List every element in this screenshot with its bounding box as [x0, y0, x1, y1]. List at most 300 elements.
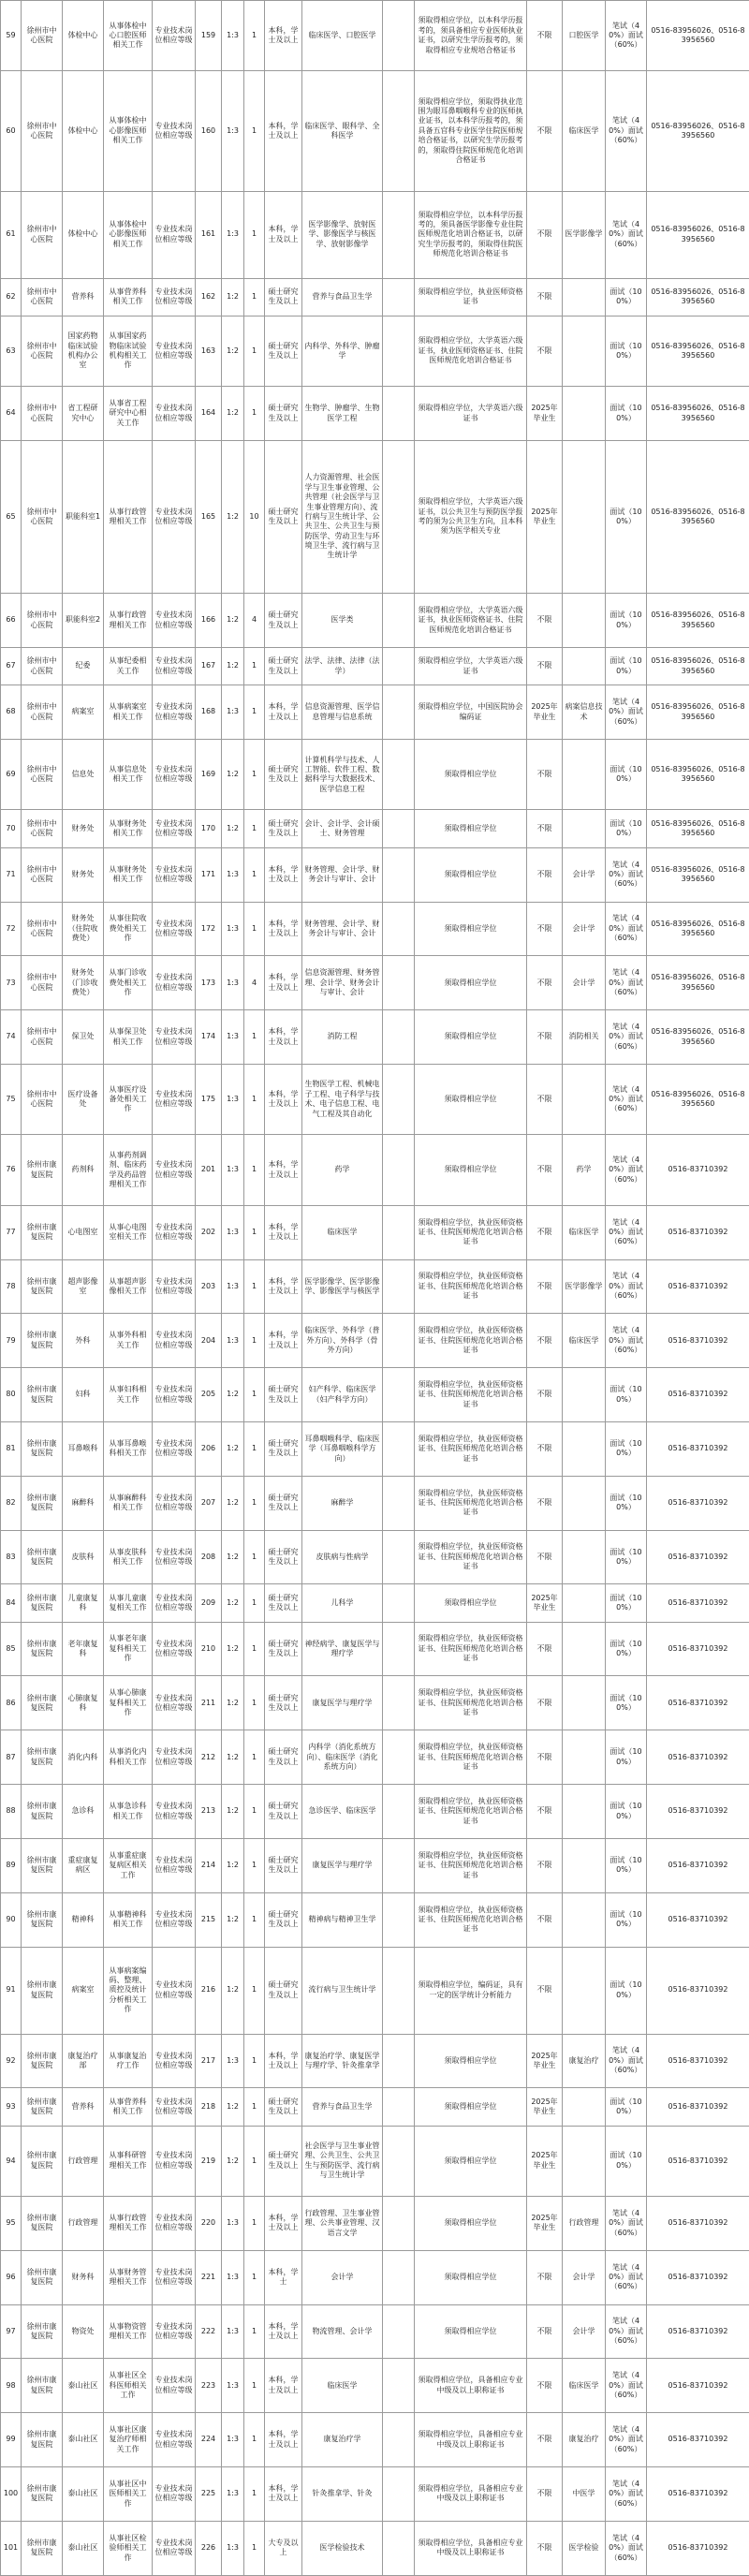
job-duty: 从事消化内科相关工作 — [104, 1730, 153, 1785]
other-conditions: 须取得相应学位，大学英语六级证书，执业医师资格证书、住院医师规范化培训合格证书 — [415, 594, 527, 648]
row-number: 87 — [1, 1730, 22, 1785]
hire-count: 1 — [244, 1368, 265, 1422]
post-type: 专业技术岗位相应等级 — [153, 685, 196, 740]
department: 妇科 — [63, 1368, 104, 1422]
exam-method: 面试（100%） — [606, 1838, 647, 1892]
table-row — [1, 1, 749, 71]
employer-name: 徐州市康复医院 — [22, 2304, 63, 2359]
requirement — [383, 440, 415, 593]
requirement — [383, 191, 415, 278]
employer-name: 徐州市中心医院 — [22, 740, 63, 810]
exam-subject: 临床医学 — [563, 1205, 606, 1259]
exam-ratio: 1:3 — [222, 2413, 244, 2467]
exam-method: 面试（100%） — [606, 1422, 647, 1477]
post-type: 专业技术岗位相应等级 — [153, 956, 196, 1010]
exam-method: 笔试（40%）面试（60%） — [606, 902, 647, 956]
major: 内科学（消化系统方向）、临床医学（消化系统方向） — [302, 1730, 383, 1785]
post-type: 专业技术岗位相应等级 — [153, 1368, 196, 1422]
department: 财务处（门诊收费处） — [63, 956, 104, 1010]
department: 泰山社区 — [63, 2521, 104, 2575]
employer-name: 徐州市康复医院 — [22, 1892, 63, 1947]
major: 人力资源管理、社会医学与卫生事业管理、公共管理（社会医学与卫生事业管理方向）、流行病与卫生统计学、公共卫生、公共卫生与预防医学、劳动卫生与环境卫生学、流行病与卫生统计学 — [302, 440, 383, 593]
contact-phone: 0516-83710392 — [647, 1476, 749, 1530]
hire-count: 4 — [244, 956, 265, 1010]
applicant-category: 不限 — [527, 278, 563, 316]
education: 硕士研究生及以上 — [265, 1476, 302, 1530]
exam-subject — [563, 1785, 606, 1839]
requirement — [383, 1064, 415, 1134]
applicant-category: 不限 — [527, 1314, 563, 1368]
post-code: 164 — [196, 387, 222, 441]
education: 本科，学士及以上 — [265, 1135, 302, 1205]
job-duty: 从事行政管理相关工作 — [104, 2196, 153, 2250]
exam-subject: 口腔医学 — [563, 1, 606, 71]
exam-subject — [563, 1530, 606, 1584]
post-type: 专业技术岗位相应等级 — [153, 1947, 196, 2034]
other-conditions: 须取得相应学位，中国医院协会编码证 — [415, 685, 527, 740]
table-row — [1, 1368, 749, 1422]
department: 财务科 — [63, 2250, 104, 2304]
job-duty: 从事国家药物临床试验机构相关工作 — [104, 316, 153, 386]
exam-method: 面试（100%） — [606, 440, 647, 593]
employer-name: 徐州市康复医院 — [22, 2196, 63, 2250]
exam-ratio: 1:3 — [222, 685, 244, 740]
table-row — [1, 2034, 749, 2088]
requirement — [383, 2521, 415, 2575]
contact-phone: 0516-83710392 — [647, 1530, 749, 1584]
major: 临床医学、外科学（普外方向）、外科学（骨外方向） — [302, 1314, 383, 1368]
job-duty: 从事病案室相关工作 — [104, 685, 153, 740]
major: 康复医学与理疗学 — [302, 1676, 383, 1730]
post-code: 210 — [196, 1622, 222, 1676]
exam-ratio: 1:3 — [222, 1, 244, 71]
post-code: 203 — [196, 1259, 222, 1314]
major: 急诊医学、临床医学 — [302, 1785, 383, 1839]
post-code: 213 — [196, 1785, 222, 1839]
other-conditions: 须取得相应学位，执业医师资格证书、住院医师规范化培训合格证书 — [415, 1422, 527, 1477]
hire-count: 1 — [244, 1947, 265, 2034]
post-code: 162 — [196, 278, 222, 316]
exam-subject — [563, 1064, 606, 1134]
education: 硕士研究生及以上 — [265, 440, 302, 593]
exam-ratio: 1:2 — [222, 1476, 244, 1530]
contact-phone: 0516-83956026、0516-83956560 — [647, 1010, 749, 1065]
exam-ratio: 1:2 — [222, 594, 244, 648]
applicant-category: 不限 — [527, 594, 563, 648]
applicant-category: 不限 — [527, 1785, 563, 1839]
department: 行政管理 — [63, 2126, 104, 2196]
requirement — [383, 594, 415, 648]
contact-phone: 0516-83956026、0516-83956560 — [647, 685, 749, 740]
exam-ratio: 1:3 — [222, 2196, 244, 2250]
employer-name: 徐州市康复医院 — [22, 2467, 63, 2522]
post-type: 专业技术岗位相应等级 — [153, 902, 196, 956]
hire-count: 1 — [244, 1785, 265, 1839]
applicant-category: 不限 — [527, 2413, 563, 2467]
exam-subject: 医学影像学 — [563, 191, 606, 278]
applicant-category: 2025年毕业生 — [527, 440, 563, 593]
applicant-category: 不限 — [527, 956, 563, 1010]
employer-name: 徐州市中心医院 — [22, 648, 63, 685]
exam-subject: 医学检验 — [563, 2521, 606, 2575]
contact-phone: 0516-83710392 — [647, 2034, 749, 2088]
education: 硕士研究生及以上 — [265, 278, 302, 316]
hire-count: 1 — [244, 2413, 265, 2467]
exam-method: 面试（100%） — [606, 810, 647, 847]
post-code: 201 — [196, 1135, 222, 1205]
job-duty: 从事门诊收费处相关工作 — [104, 956, 153, 1010]
hire-count: 1 — [244, 685, 265, 740]
other-conditions: 须取得相应学位 — [415, 2088, 527, 2126]
post-code: 171 — [196, 847, 222, 902]
post-code: 223 — [196, 2359, 222, 2413]
exam-method: 笔试（40%）面试（60%） — [606, 2413, 647, 2467]
post-type: 专业技术岗位相应等级 — [153, 1064, 196, 1134]
job-duty: 从事儿童康复相关工作 — [104, 1584, 153, 1622]
education: 硕士研究生及以上 — [265, 648, 302, 685]
exam-subject — [563, 316, 606, 386]
exam-subject: 会计学 — [563, 2250, 606, 2304]
exam-method: 笔试（40%）面试（60%） — [606, 2521, 647, 2575]
post-type: 专业技术岗位相应等级 — [153, 2413, 196, 2467]
table-row — [1, 810, 749, 847]
department: 老年康复科 — [63, 1622, 104, 1676]
job-duty: 从事麻醉科相关工作 — [104, 1476, 153, 1530]
row-number: 100 — [1, 2467, 22, 2522]
department: 泰山社区 — [63, 2467, 104, 2522]
employer-name: 徐州市康复医院 — [22, 1422, 63, 1477]
department: 保卫处 — [63, 1010, 104, 1065]
employer-name: 徐州市中心医院 — [22, 1064, 63, 1134]
department: 物资处 — [63, 2304, 104, 2359]
other-conditions: 须取得相应学位 — [415, 810, 527, 847]
exam-subject — [563, 1838, 606, 1892]
post-code: 208 — [196, 1530, 222, 1584]
exam-ratio: 1:3 — [222, 2250, 244, 2304]
department: 精神科 — [63, 1892, 104, 1947]
education: 硕士研究生及以上 — [265, 2088, 302, 2126]
department: 麻醉科 — [63, 1476, 104, 1530]
exam-ratio: 1:3 — [222, 2359, 244, 2413]
education: 硕士研究生及以上 — [265, 1730, 302, 1785]
requirement — [383, 1584, 415, 1622]
job-duty: 从事心肺康复科相关工作 — [104, 1676, 153, 1730]
post-code: 170 — [196, 810, 222, 847]
requirement — [383, 2304, 415, 2359]
exam-subject: 临床医学 — [563, 2359, 606, 2413]
exam-subject — [563, 440, 606, 593]
exam-method: 面试（100%） — [606, 316, 647, 386]
contact-phone: 0516-83710392 — [647, 2413, 749, 2467]
contact-phone: 0516-83710392 — [647, 2196, 749, 2250]
table-row — [1, 902, 749, 956]
exam-subject: 康复治疗 — [563, 2413, 606, 2467]
job-duty: 从事省工程研究中心相关工作 — [104, 387, 153, 441]
job-duty: 从事妇科相关工作 — [104, 1368, 153, 1422]
employer-name: 徐州市康复医院 — [22, 1730, 63, 1785]
table-row — [1, 2413, 749, 2467]
post-code: 205 — [196, 1368, 222, 1422]
job-duty: 从事精神科相关工作 — [104, 1892, 153, 1947]
contact-phone: 0516-83956026、0516-83956560 — [647, 71, 749, 191]
employer-name: 徐州市康复医院 — [22, 1205, 63, 1259]
exam-subject: 消防相关 — [563, 1010, 606, 1065]
applicant-category: 不限 — [527, 71, 563, 191]
applicant-category: 不限 — [527, 2521, 563, 2575]
requirement — [383, 1785, 415, 1839]
post-code: 161 — [196, 191, 222, 278]
job-duty: 从事急诊科相关工作 — [104, 1785, 153, 1839]
exam-ratio: 1:2 — [222, 316, 244, 386]
employer-name: 徐州市中心医院 — [22, 956, 63, 1010]
applicant-category: 不限 — [527, 1892, 563, 1947]
table-row — [1, 2467, 749, 2522]
employer-name: 徐州市康复医院 — [22, 2034, 63, 2088]
exam-ratio: 1:2 — [222, 1676, 244, 1730]
applicant-category: 不限 — [527, 1064, 563, 1134]
table-row — [1, 71, 749, 191]
table-row — [1, 1476, 749, 1530]
row-number: 81 — [1, 1422, 22, 1477]
department: 行政管理 — [63, 2196, 104, 2250]
department: 体检中心 — [63, 1, 104, 71]
table-row — [1, 1838, 749, 1892]
other-conditions: 须取得相应学位，大学英语六级证书 — [415, 387, 527, 441]
education: 硕士研究生及以上 — [265, 387, 302, 441]
row-number: 80 — [1, 1368, 22, 1422]
post-code: 211 — [196, 1676, 222, 1730]
row-number: 61 — [1, 191, 22, 278]
post-type: 专业技术岗位相应等级 — [153, 440, 196, 593]
hire-count: 1 — [244, 648, 265, 685]
table-row — [1, 316, 749, 386]
hire-count: 1 — [244, 2304, 265, 2359]
exam-method: 笔试（40%）面试（60%） — [606, 685, 647, 740]
other-conditions: 须取得相应学位 — [415, 2250, 527, 2304]
major: 临床医学 — [302, 2359, 383, 2413]
job-duty: 从事皮肤科相关工作 — [104, 1530, 153, 1584]
major: 医学影像学、医学影像学、影像医学与核医学 — [302, 1259, 383, 1314]
row-number: 59 — [1, 1, 22, 71]
applicant-category: 不限 — [527, 1135, 563, 1205]
department: 体检中心 — [63, 71, 104, 191]
job-duty: 从事科研管理相关工作 — [104, 2126, 153, 2196]
education: 硕士研究生及以上 — [265, 1838, 302, 1892]
table-row — [1, 2196, 749, 2250]
table-row — [1, 1314, 749, 1368]
education: 硕士研究生及以上 — [265, 1584, 302, 1622]
requirement — [383, 685, 415, 740]
other-conditions: 须取得相应学位，执业医师资格证书、住院医师规范化培训合格证书 — [415, 1676, 527, 1730]
requirement — [383, 2250, 415, 2304]
contact-phone: 0516-83710392 — [647, 2126, 749, 2196]
post-type: 专业技术岗位相应等级 — [153, 1622, 196, 1676]
employer-name: 徐州市中心医院 — [22, 1010, 63, 1065]
requirement — [383, 1622, 415, 1676]
other-conditions: 须取得相应学位，大学英语六级证书，以公共卫生与预防医学报考的须为公共卫生方向，且本科须为医学相关专业 — [415, 440, 527, 593]
exam-subject — [563, 1730, 606, 1785]
exam-subject — [563, 1368, 606, 1422]
row-number: 83 — [1, 1530, 22, 1584]
exam-ratio: 1:3 — [222, 1314, 244, 1368]
table-row — [1, 2088, 749, 2126]
table-row — [1, 740, 749, 810]
other-conditions: 须取得相应学位，执业医师资格证书、住院医师规范化培训合格证书 — [415, 1476, 527, 1530]
job-duty: 从事行政管理相关工作 — [104, 594, 153, 648]
post-code: 159 — [196, 1, 222, 71]
exam-ratio: 1:3 — [222, 1259, 244, 1314]
employer-name: 徐州市康复医院 — [22, 1476, 63, 1530]
exam-method: 面试（100%） — [606, 1892, 647, 1947]
requirement — [383, 1314, 415, 1368]
department: 病案室 — [63, 685, 104, 740]
hire-count: 1 — [244, 1, 265, 71]
contact-phone: 0516-83956026、0516-83956560 — [647, 847, 749, 902]
education: 本科，学士及以上 — [265, 1259, 302, 1314]
post-type: 专业技术岗位相应等级 — [153, 316, 196, 386]
contact-phone: 0516-83710392 — [647, 1368, 749, 1422]
department: 泰山社区 — [63, 2413, 104, 2467]
contact-phone: 0516-83710392 — [647, 1135, 749, 1205]
exam-subject: 中医学 — [563, 2467, 606, 2522]
employer-name: 徐州市中心医院 — [22, 191, 63, 278]
major: 医学影像学、放射医学、影像医学与核医学、放射影像学 — [302, 191, 383, 278]
post-code: 218 — [196, 2088, 222, 2126]
other-conditions: 须取得相应学位，执业医师资格证书、住院医师规范化培训合格证书 — [415, 1368, 527, 1422]
post-type: 专业技术岗位相应等级 — [153, 594, 196, 648]
job-duty: 从事信息处相关工作 — [104, 740, 153, 810]
exam-subject — [563, 1676, 606, 1730]
post-type: 专业技术岗位相应等级 — [153, 1785, 196, 1839]
requirement — [383, 2413, 415, 2467]
table-row — [1, 2521, 749, 2575]
department: 耳鼻喉科 — [63, 1422, 104, 1477]
other-conditions: 须取得相应学位，执业医师资格证书、住院医师规范化培训合格证书 — [415, 1622, 527, 1676]
table-row — [1, 2250, 749, 2304]
major: 临床医学、口腔医学 — [302, 1, 383, 71]
employer-name: 徐州市康复医院 — [22, 1314, 63, 1368]
exam-ratio: 1:3 — [222, 1010, 244, 1065]
hire-count: 10 — [244, 440, 265, 593]
exam-ratio: 1:2 — [222, 1838, 244, 1892]
row-number: 78 — [1, 1259, 22, 1314]
hire-count: 1 — [244, 2250, 265, 2304]
exam-subject — [563, 2126, 606, 2196]
row-number: 95 — [1, 2196, 22, 2250]
post-code: 173 — [196, 956, 222, 1010]
exam-method: 笔试（40%）面试（60%） — [606, 956, 647, 1010]
requirement — [383, 1838, 415, 1892]
hire-count: 1 — [244, 1530, 265, 1584]
other-conditions: 须取得相应学位，执业医师资格证书、住院医师规范化培训合格证书 — [415, 1785, 527, 1839]
exam-subject: 临床医学 — [563, 1314, 606, 1368]
exam-method: 面试（100%） — [606, 1730, 647, 1785]
major: 神经病学、康复医学与理疗学 — [302, 1622, 383, 1676]
post-code: 209 — [196, 1584, 222, 1622]
department: 信息处 — [63, 740, 104, 810]
job-duty: 从事社区检验师相关工作 — [104, 2521, 153, 2575]
hire-count: 1 — [244, 902, 265, 956]
hire-count: 1 — [244, 1892, 265, 1947]
other-conditions: 须取得相应学位，执业医师资格证书、住院医师规范化培训合格证书 — [415, 1730, 527, 1785]
contact-phone: 0516-83956026、0516-83956560 — [647, 316, 749, 386]
exam-ratio: 1:2 — [222, 648, 244, 685]
major: 行政管理、卫生事业管理、公共事业管理、汉语言文学 — [302, 2196, 383, 2250]
major: 药学 — [302, 1135, 383, 1205]
contact-phone: 0516-83956026、0516-83956560 — [647, 387, 749, 441]
major: 流行病与卫生统计学 — [302, 1947, 383, 2034]
education: 硕士研究生及以上 — [265, 1368, 302, 1422]
other-conditions: 须取得相应学位，以本科学历报考的，须具备相应专业医师执业证书，以研究生学历报考的，须取得相应专业规培合格证书 — [415, 1, 527, 71]
job-duty: 从事住院收费处相关工作 — [104, 902, 153, 956]
education: 本科，学士及以上 — [265, 685, 302, 740]
post-type: 专业技术岗位相应等级 — [153, 387, 196, 441]
other-conditions: 须取得相应学位 — [415, 1584, 527, 1622]
exam-subject — [563, 740, 606, 810]
post-code: 216 — [196, 1947, 222, 2034]
requirement — [383, 2126, 415, 2196]
major: 信息资源管理、财务管理、会计学、财务会计与审计、会计 — [302, 956, 383, 1010]
job-duty: 从事老年康复科相关工作 — [104, 1622, 153, 1676]
job-duty: 从事康复治疗工作 — [104, 2034, 153, 2088]
hire-count: 1 — [244, 2126, 265, 2196]
job-duty: 从事营养科相关工作 — [104, 2088, 153, 2126]
education: 本科，学士及以上 — [265, 191, 302, 278]
hire-count: 1 — [244, 1622, 265, 1676]
requirement — [383, 387, 415, 441]
exam-method: 笔试（40%）面试（60%） — [606, 1135, 647, 1205]
employer-name: 徐州市康复医院 — [22, 1785, 63, 1839]
exam-method: 笔试（40%）面试（60%） — [606, 1064, 647, 1134]
exam-ratio: 1:2 — [222, 1622, 244, 1676]
exam-ratio: 1:2 — [222, 2126, 244, 2196]
post-type: 专业技术岗位相应等级 — [153, 847, 196, 902]
post-type: 专业技术岗位相应等级 — [153, 71, 196, 191]
exam-subject: 病案信息技术 — [563, 685, 606, 740]
applicant-category: 不限 — [527, 1676, 563, 1730]
job-duty: 从事病案编码、整理、质控及统计分析相关工作 — [104, 1947, 153, 2034]
department: 急诊科 — [63, 1785, 104, 1839]
hire-count: 1 — [244, 2088, 265, 2126]
applicant-category: 不限 — [527, 1259, 563, 1314]
table-row — [1, 847, 749, 902]
hire-count: 1 — [244, 1584, 265, 1622]
row-number: 84 — [1, 1584, 22, 1622]
row-number: 82 — [1, 1476, 22, 1530]
table-row — [1, 1892, 749, 1947]
education: 硕士研究生及以上 — [265, 740, 302, 810]
exam-method: 面试（100%） — [606, 740, 647, 810]
exam-method: 笔试（40%）面试（60%） — [606, 1205, 647, 1259]
department: 病案室 — [63, 1947, 104, 2034]
contact-phone: 0516-83710392 — [647, 1205, 749, 1259]
table-row — [1, 1530, 749, 1584]
education: 本科，学士及以上 — [265, 902, 302, 956]
department: 儿童康复科 — [63, 1584, 104, 1622]
other-conditions: 须取得相应学位 — [415, 1010, 527, 1065]
row-number: 101 — [1, 2521, 22, 2575]
post-code: 160 — [196, 71, 222, 191]
employer-name: 徐州市康复医院 — [22, 1838, 63, 1892]
other-conditions: 须取得相应学位 — [415, 847, 527, 902]
hire-count: 1 — [244, 2034, 265, 2088]
applicant-category: 2025年毕业生 — [527, 2126, 563, 2196]
applicant-category: 不限 — [527, 1422, 563, 1477]
applicant-category: 不限 — [527, 1730, 563, 1785]
other-conditions: 须取得相应学位，具备相应专业中级及以上职称证书 — [415, 2359, 527, 2413]
requirement — [383, 1205, 415, 1259]
row-number: 88 — [1, 1785, 22, 1839]
